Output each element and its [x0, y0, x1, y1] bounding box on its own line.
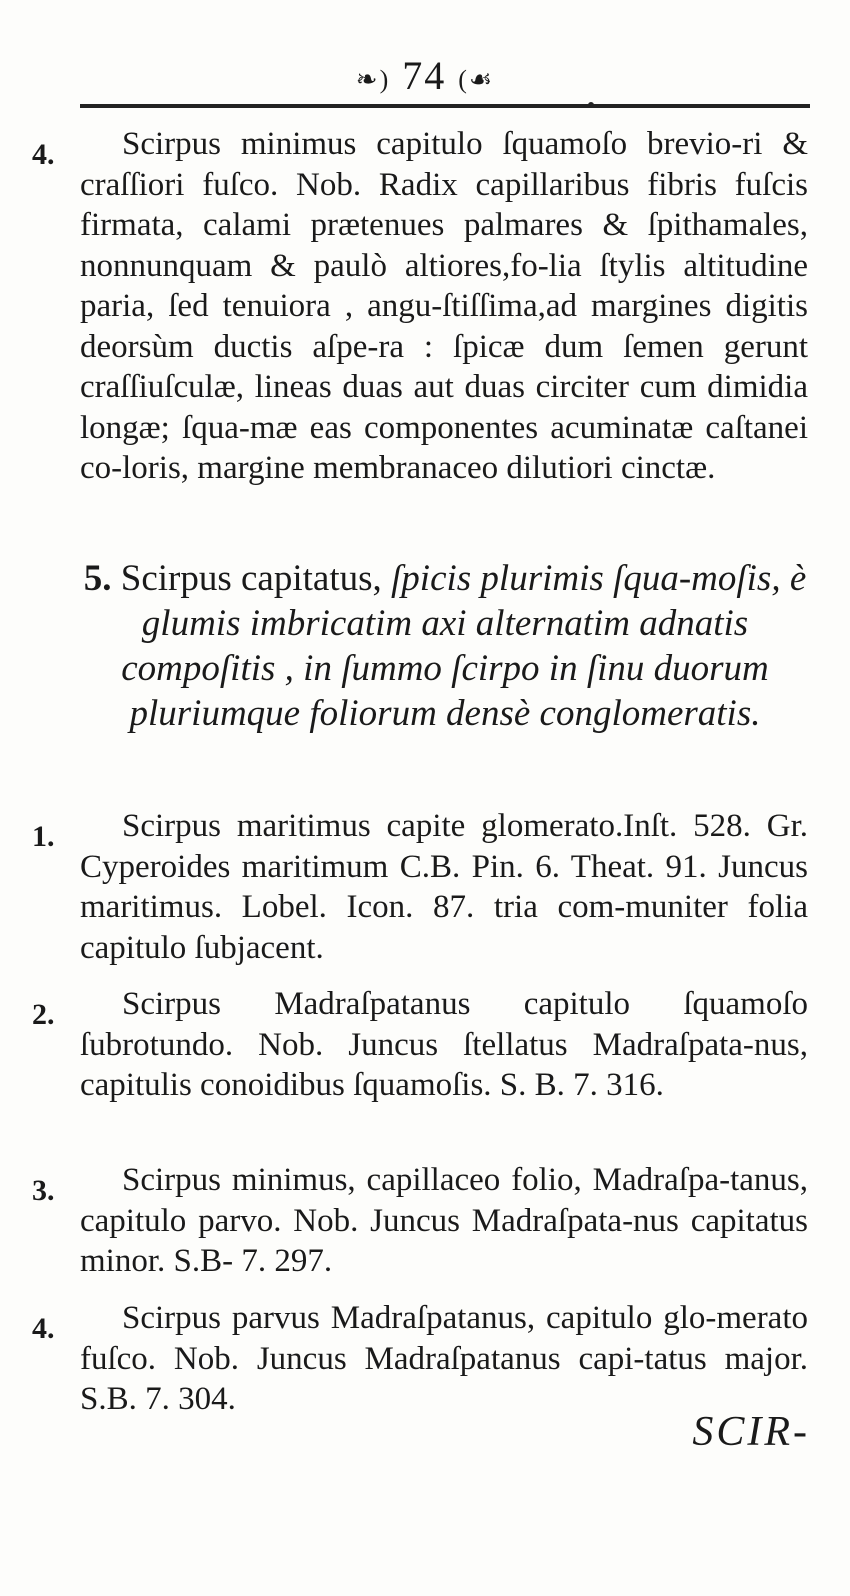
catchword: SCIR- [692, 1409, 810, 1455]
running-head [0, 52, 850, 99]
entry-text: Scirpus parvus Madraſpatanus, capitulo glo-merato fuſco. Nob. Juncus Madraſpatanus capi-tatus major. S.B. 7. 304. [80, 1300, 808, 1417]
entry-3 [32, 1160, 808, 1282]
entry-text: Scirpus minimus capitulo ſquamoſo brevio-ri & craſſiori fuſco. Nob. Radix capillaribus fibris fuſcis firmata, calami prætenues palmares & ſpithamales, nonnunquam & paulò altiores,fo-lia ſtylis altitudine paria, ſed tenuiora , angu-ſtiſſima,ad margines digitis deorsùm ductis aſpe-ra : ſpicæ dum ſemen gerunt craſſiuſculæ, lineas duas aut duas circiter cum dimidia longæ; ſqua-mæ eas componentes acuminatæ caſtanei co-loris, margine membranaceo dilutiori cinctæ. [80, 126, 808, 486]
entry-2 [32, 984, 808, 1106]
entry-number: 3. [32, 1174, 55, 1207]
entry-number: 4. [32, 138, 55, 171]
ornament-left: ❧) [355, 64, 391, 94]
entry-number: 4. [32, 1312, 55, 1345]
entry-text: Scirpus maritimus capite glomerato.Inſt. 528. Gr. Cyperoides maritimum C.B. Pin. 6. Theat. 91. Juncus maritimus. Lobel. Icon. 87. tria com-muniter folia capitulo ſubjacent. [80, 808, 808, 966]
section-heading [80, 556, 810, 736]
rule-dot [588, 102, 594, 108]
entry-4 [32, 1298, 808, 1420]
entry-text: Scirpus Madraſpatanus capitulo ſquamoſo ſubrotundo. Nob. Juncus ſtellatus Madraſpata-nus, capitulis conoidibus ſquamoſis. S. B. 7. 316. [80, 986, 808, 1103]
entry-text: Scirpus minimus, capillaceo folio, Madraſpa-tanus, capitulo parvo. Nob. Juncus Madraſpata-nus capitatus minor. S.B- 7. 297. [80, 1162, 808, 1279]
section-number: 5. [83, 558, 112, 599]
header-rule [80, 104, 810, 108]
page-number: 74 [402, 53, 447, 98]
section-name: Scirpus capitatus, [120, 558, 382, 599]
entry-top-4 [32, 124, 808, 489]
entry-number: 1. [32, 820, 55, 853]
section-description: ſpicis plurimis ſqua-moſis, è glumis imbricatim axi alternatim adnatis compoſitis , in ſummo ſcirpo in ſinu duorum pluriumque foliorum densè conglomeratis. [121, 558, 807, 734]
ornament-right: (☙ [458, 64, 495, 94]
entry-1 [32, 806, 808, 968]
entry-number: 2. [32, 998, 55, 1031]
